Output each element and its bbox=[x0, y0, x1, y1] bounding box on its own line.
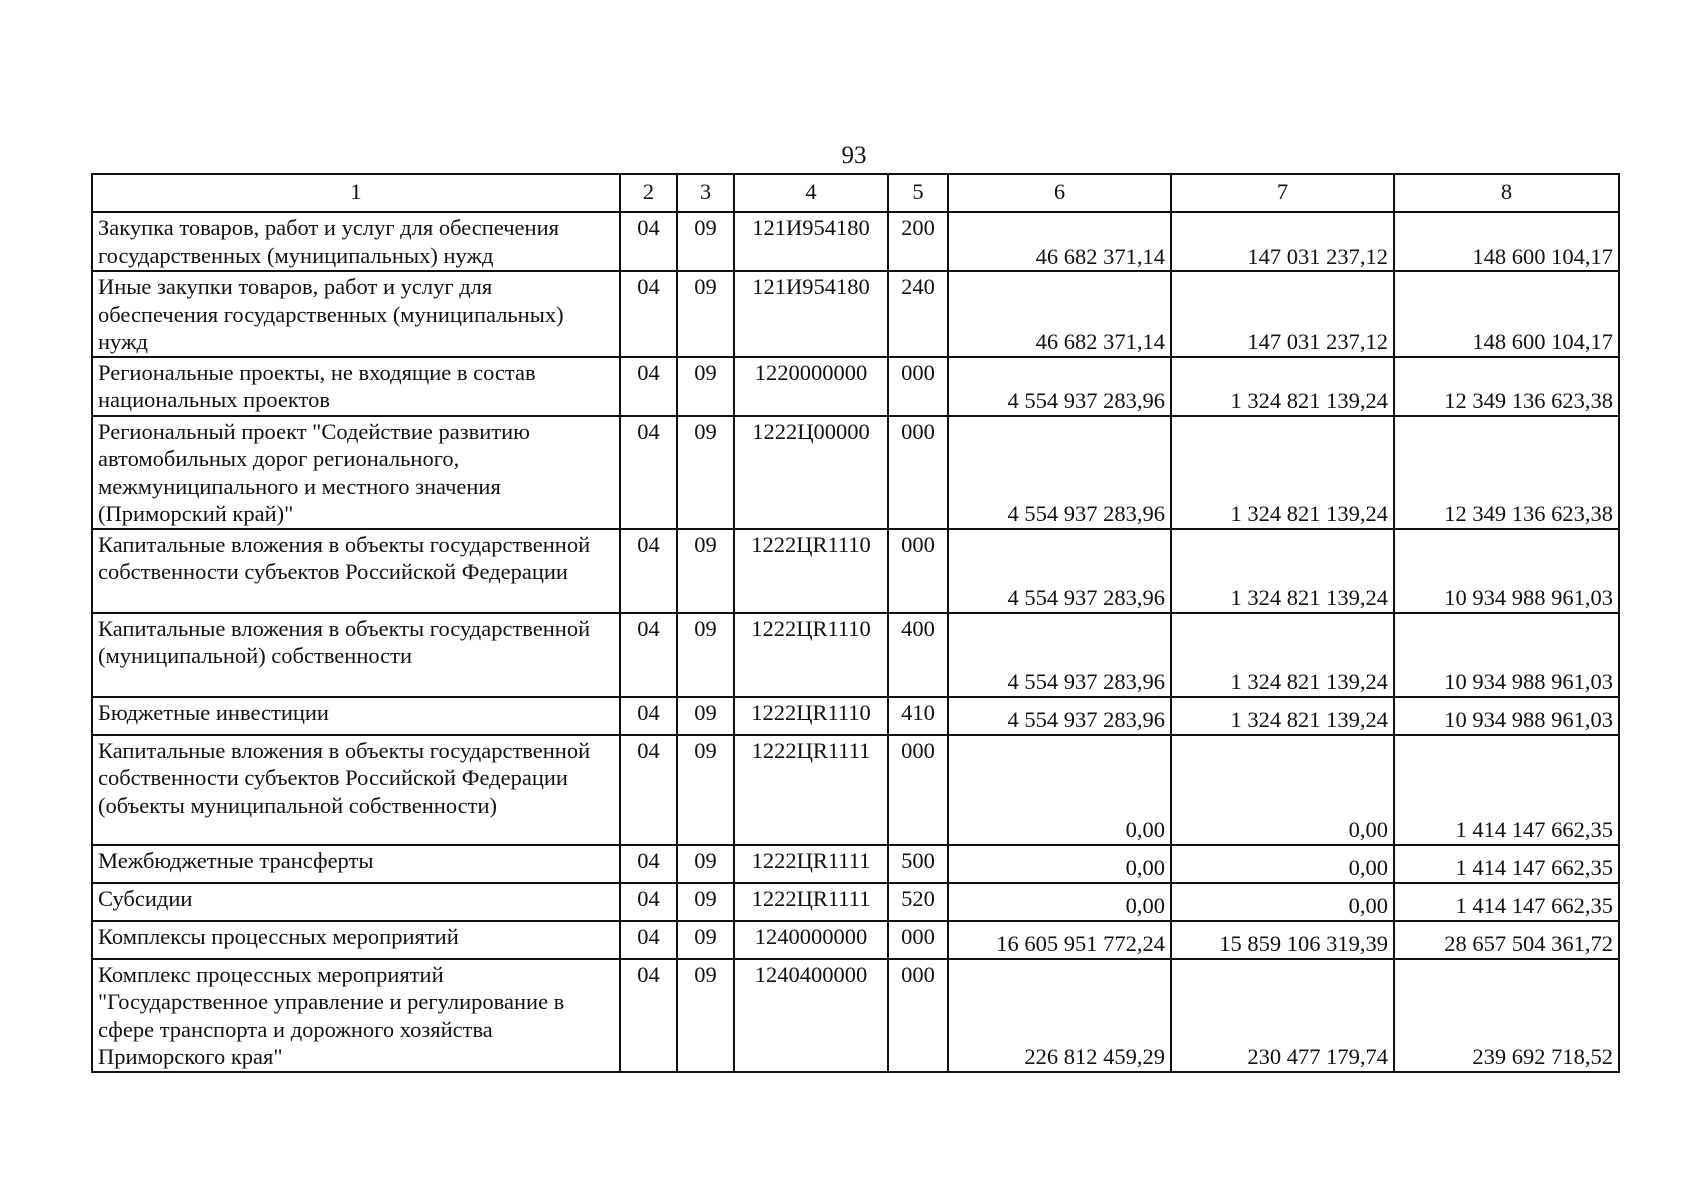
row-amount: 0,00 bbox=[948, 883, 1171, 921]
row-expense-type: 410 bbox=[888, 697, 948, 735]
column-number: 1 bbox=[92, 174, 620, 212]
row-section: 04 bbox=[620, 529, 677, 613]
row-target-code: 1222ЦR1110 bbox=[734, 697, 888, 735]
row-amount: 0,00 bbox=[1171, 845, 1394, 883]
row-subsection: 09 bbox=[677, 883, 734, 921]
row-name: Комплекс процессных мероприятий "Государственное управление и регулирование в сфере транспорта и дорожного хозяйства Приморского края" bbox=[92, 959, 620, 1072]
row-section: 04 bbox=[620, 416, 677, 529]
row-amount: 1 324 821 139,24 bbox=[1171, 416, 1394, 529]
row-amount: 4 554 937 283,96 bbox=[948, 613, 1171, 697]
row-amount: 1 414 147 662,35 bbox=[1394, 883, 1619, 921]
row-target-code: 121И954180 bbox=[734, 271, 888, 357]
column-number: 6 bbox=[948, 174, 1171, 212]
row-name: Капитальные вложения в объекты государственной (муниципальной) собственности bbox=[92, 613, 620, 697]
row-expense-type: 000 bbox=[888, 416, 948, 529]
row-subsection: 09 bbox=[677, 697, 734, 735]
table-row bbox=[92, 735, 1619, 845]
row-name: Капитальные вложения в объекты государственной собственности субъектов Российской Федерации bbox=[92, 529, 620, 613]
row-section: 04 bbox=[620, 697, 677, 735]
row-name: Межбюджетные трансферты bbox=[92, 845, 620, 883]
row-amount: 1 324 821 139,24 bbox=[1171, 357, 1394, 416]
table-row bbox=[92, 959, 1619, 1072]
row-expense-type: 520 bbox=[888, 883, 948, 921]
row-amount: 0,00 bbox=[1171, 735, 1394, 845]
row-amount: 1 324 821 139,24 bbox=[1171, 613, 1394, 697]
row-section: 04 bbox=[620, 212, 677, 271]
row-subsection: 09 bbox=[677, 613, 734, 697]
table-row bbox=[92, 613, 1619, 697]
row-amount: 239 692 718,52 bbox=[1394, 959, 1619, 1072]
row-section: 04 bbox=[620, 735, 677, 845]
row-subsection: 09 bbox=[677, 845, 734, 883]
column-number: 4 bbox=[734, 174, 888, 212]
row-amount: 4 554 937 283,96 bbox=[948, 416, 1171, 529]
table-row bbox=[92, 845, 1619, 883]
row-section: 04 bbox=[620, 845, 677, 883]
row-expense-type: 000 bbox=[888, 357, 948, 416]
row-name: Комплексы процессных мероприятий bbox=[92, 921, 620, 959]
row-expense-type: 200 bbox=[888, 212, 948, 271]
row-amount: 4 554 937 283,96 bbox=[948, 357, 1171, 416]
budget-table bbox=[91, 173, 1620, 1073]
row-amount: 1 414 147 662,35 bbox=[1394, 735, 1619, 845]
row-name: Капитальные вложения в объекты государственной собственности субъектов Российской Федерации (объекты муниципальной собственности) bbox=[92, 735, 620, 845]
column-number: 5 bbox=[888, 174, 948, 212]
row-section: 04 bbox=[620, 271, 677, 357]
row-expense-type: 500 bbox=[888, 845, 948, 883]
row-name: Субсидии bbox=[92, 883, 620, 921]
row-amount: 12 349 136 623,38 bbox=[1394, 357, 1619, 416]
row-expense-type: 000 bbox=[888, 959, 948, 1072]
row-subsection: 09 bbox=[677, 416, 734, 529]
table-row bbox=[92, 271, 1619, 357]
row-amount: 147 031 237,12 bbox=[1171, 212, 1394, 271]
row-amount: 147 031 237,12 bbox=[1171, 271, 1394, 357]
row-expense-type: 000 bbox=[888, 529, 948, 613]
row-amount: 10 934 988 961,03 bbox=[1394, 613, 1619, 697]
row-target-code: 1222ЦR1110 bbox=[734, 613, 888, 697]
row-expense-type: 400 bbox=[888, 613, 948, 697]
row-section: 04 bbox=[620, 959, 677, 1072]
row-subsection: 09 bbox=[677, 921, 734, 959]
column-number: 7 bbox=[1171, 174, 1394, 212]
row-target-code: 1240000000 bbox=[734, 921, 888, 959]
row-target-code: 1222ЦR1111 bbox=[734, 845, 888, 883]
row-amount: 230 477 179,74 bbox=[1171, 959, 1394, 1072]
table-row bbox=[92, 921, 1619, 959]
row-target-code: 121И954180 bbox=[734, 212, 888, 271]
table-row bbox=[92, 697, 1619, 735]
column-number: 3 bbox=[677, 174, 734, 212]
table-row bbox=[92, 529, 1619, 613]
row-amount: 28 657 504 361,72 bbox=[1394, 921, 1619, 959]
row-amount: 16 605 951 772,24 bbox=[948, 921, 1171, 959]
row-amount: 0,00 bbox=[948, 845, 1171, 883]
row-subsection: 09 bbox=[677, 959, 734, 1072]
row-amount: 10 934 988 961,03 bbox=[1394, 697, 1619, 735]
row-name: Региональные проекты, не входящие в состав национальных проектов bbox=[92, 357, 620, 416]
row-amount: 46 682 371,14 bbox=[948, 212, 1171, 271]
table-row bbox=[92, 416, 1619, 529]
row-name: Иные закупки товаров, работ и услуг для обеспечения государственных (муниципальных) нужд bbox=[92, 271, 620, 357]
row-amount: 12 349 136 623,38 bbox=[1394, 416, 1619, 529]
row-target-code: 1220000000 bbox=[734, 357, 888, 416]
column-number: 2 bbox=[620, 174, 677, 212]
row-name: Бюджетные инвестиции bbox=[92, 697, 620, 735]
row-section: 04 bbox=[620, 883, 677, 921]
row-amount: 148 600 104,17 bbox=[1394, 271, 1619, 357]
row-section: 04 bbox=[620, 613, 677, 697]
row-expense-type: 000 bbox=[888, 921, 948, 959]
row-subsection: 09 bbox=[677, 357, 734, 416]
row-target-code: 1222Ц00000 bbox=[734, 416, 888, 529]
row-section: 04 bbox=[620, 921, 677, 959]
table-row bbox=[92, 357, 1619, 416]
row-subsection: 09 bbox=[677, 735, 734, 845]
row-amount: 46 682 371,14 bbox=[948, 271, 1171, 357]
table-row bbox=[92, 883, 1619, 921]
row-target-code: 1222ЦR1111 bbox=[734, 883, 888, 921]
table-row bbox=[92, 212, 1619, 271]
row-amount: 226 812 459,29 bbox=[948, 959, 1171, 1072]
row-subsection: 09 bbox=[677, 529, 734, 613]
row-amount: 10 934 988 961,03 bbox=[1394, 529, 1619, 613]
row-amount: 148 600 104,17 bbox=[1394, 212, 1619, 271]
row-amount: 1 324 821 139,24 bbox=[1171, 697, 1394, 735]
row-section: 04 bbox=[620, 357, 677, 416]
row-amount: 1 324 821 139,24 bbox=[1171, 529, 1394, 613]
row-subsection: 09 bbox=[677, 271, 734, 357]
column-number: 8 bbox=[1394, 174, 1619, 212]
row-target-code: 1222ЦR1110 bbox=[734, 529, 888, 613]
column-number-row bbox=[92, 174, 1619, 212]
row-amount: 1 414 147 662,35 bbox=[1394, 845, 1619, 883]
row-target-code: 1240400000 bbox=[734, 959, 888, 1072]
row-amount: 4 554 937 283,96 bbox=[948, 697, 1171, 735]
row-expense-type: 240 bbox=[888, 271, 948, 357]
row-target-code: 1222ЦR1111 bbox=[734, 735, 888, 845]
page-number: 93 bbox=[841, 142, 867, 169]
row-subsection: 09 bbox=[677, 212, 734, 271]
row-name: Региональный проект "Содействие развитию автомобильных дорог регионального, межмуниципального и местного значения (Приморский край)" bbox=[92, 416, 620, 529]
row-expense-type: 000 bbox=[888, 735, 948, 845]
row-amount: 0,00 bbox=[948, 735, 1171, 845]
row-amount: 0,00 bbox=[1171, 883, 1394, 921]
row-amount: 15 859 106 319,39 bbox=[1171, 921, 1394, 959]
row-name: Закупка товаров, работ и услуг для обеспечения государственных (муниципальных) нужд bbox=[92, 212, 620, 271]
row-amount: 4 554 937 283,96 bbox=[948, 529, 1171, 613]
